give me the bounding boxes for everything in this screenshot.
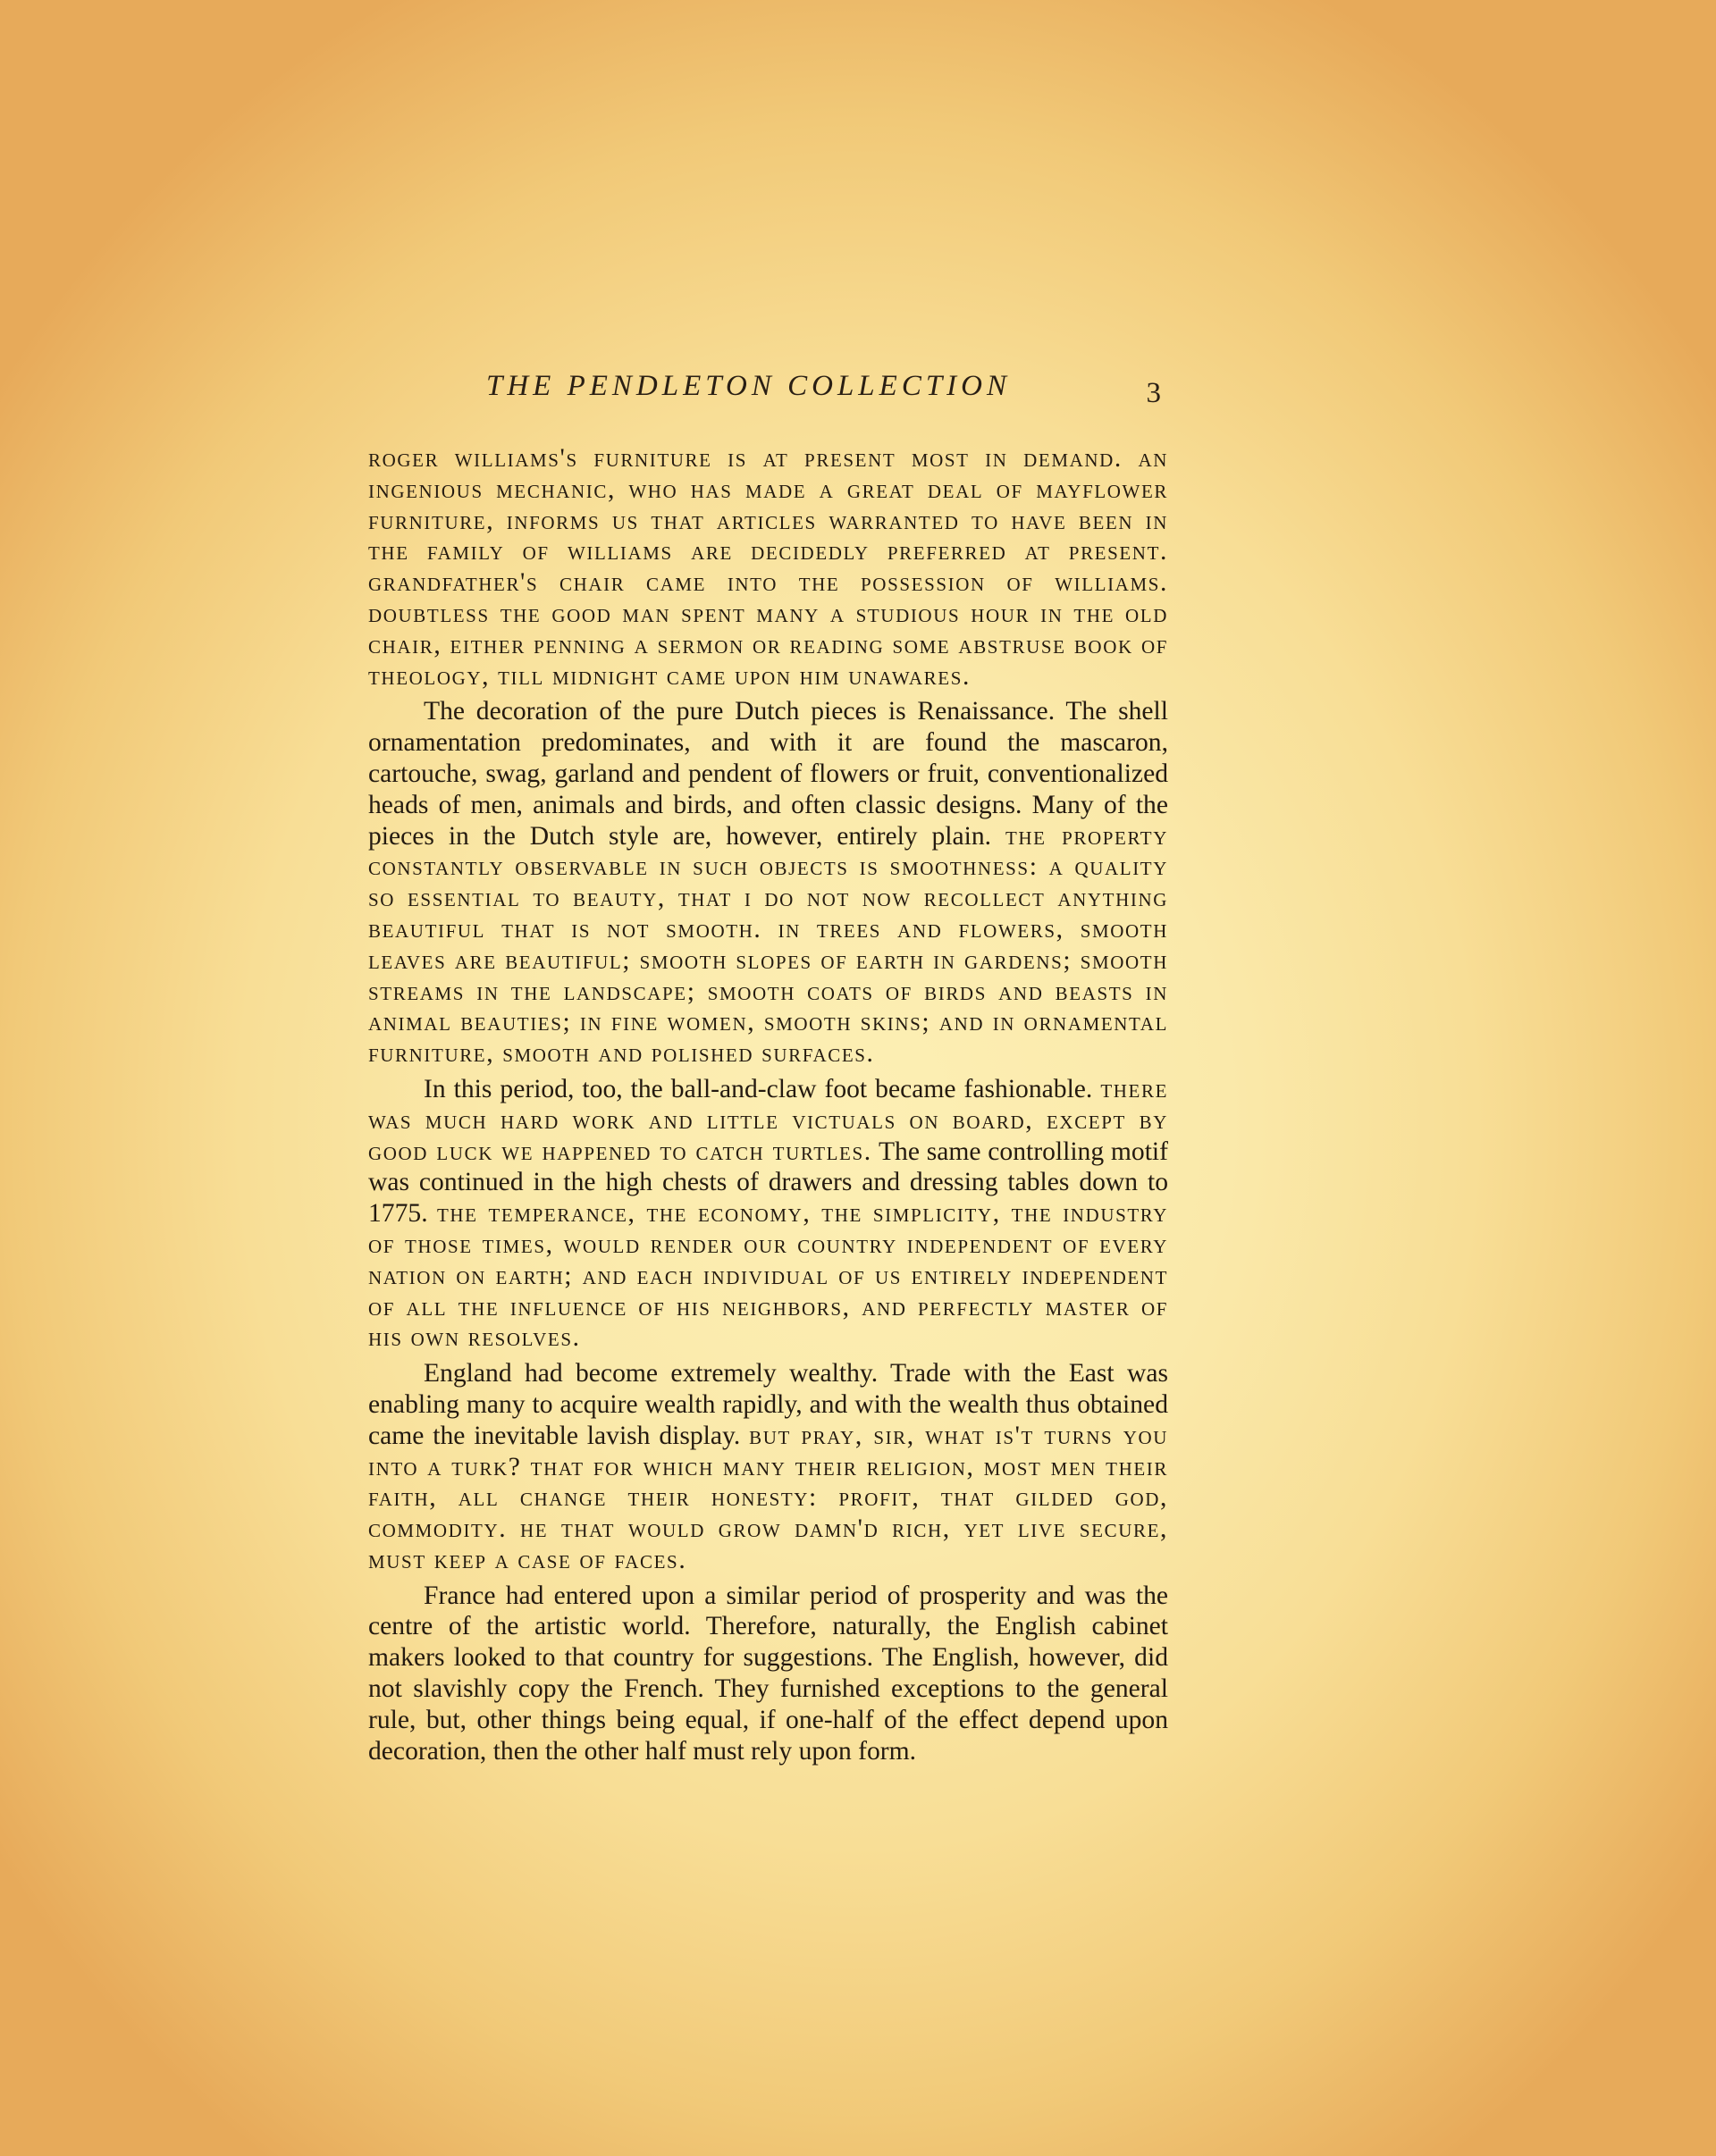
page-number: 3 [1146, 377, 1161, 409]
book-page [368, 366, 1168, 1796]
paragraph-3 [368, 1074, 1168, 1354]
paragraph-2 [368, 696, 1168, 1070]
roman-run: The decoration of the pure Dutch pieces is Renaissance. The shell ornamentation predominates, and with it are found the mascaron, cartouche, swag, garland and pendent of flowers or fruit, conventionalized heads of men, animals and birds, and often classic designs. Many of the pieces in the Dutch style are, however, entirely plain. [368, 697, 1168, 851]
small-caps-run: the property constantly observable in such objects is smoothness: a quality so essential to beauty, that i do not now recollect anything beautiful that is not smooth. in trees and flowers, smooth leaves are beautiful; smooth slopes of earth in gardens; smooth streams in the landscape; smooth coats of birds and beasts in animal beauties; in fine women, smooth skins; and in ornamental furniture, smooth and polished surfaces. [368, 821, 1168, 1069]
body-text [368, 443, 1168, 1766]
roman-run: The same controlling motif was continued in the high chests of drawers and dressing tables down to 1775. [368, 1137, 1168, 1229]
paragraph-5 [368, 1581, 1168, 1767]
roman-run: England had become extremely wealthy. Trade with the East was enabling many to acquire wealth rapidly, and with the wealth thus obtained came the inevitable lavish display. [368, 1359, 1168, 1450]
small-caps-run: the temperance, the economy, the simplicity, the industry of those times, would render our country independent of every nation on earth; and each individual of us entirely independent of all the influence of his neighbors, and perfectly master of his own resolves. [368, 1199, 1169, 1353]
paragraph-1 [368, 443, 1168, 692]
running-title: THE PENDLETON COLLECTION [486, 370, 1012, 402]
small-caps-run: there was much hard work and little victuals on board, except by good luck we happened to catch turtles. [368, 1074, 1168, 1166]
small-caps-run: but pray, sir, what is't turns you into a turk? that for which many their religion, most men their faith, all change their honesty: profit, that gilded god, commodity. he that would grow damn'd rich, yet live secure, must keep a case of faces. [368, 1421, 1168, 1574]
roman-run: In this period, too, the ball-and-claw foot became fashionable. [424, 1074, 1101, 1103]
paragraph-4 [368, 1358, 1168, 1576]
small-caps-run: roger williams's furniture is at present most in demand. an ingenious mechanic, who has made a great deal of mayflower furniture, informs us that articles warranted to have been in the family of williams are decidedly preferred at present. grandfather's chair came into the possession of williams. doubtless the good man spent many a studious hour in the old chair, either penning a sermon or reading some abstruse book of theology, till midnight came upon him unawares. [368, 444, 1168, 691]
running-head [368, 366, 1168, 409]
roman-run: France had entered upon a similar period of prosperity and was the centre of the artistic world. Therefore, naturally, the English cabinet makers looked to that country for suggestions. The English, however, did not slavishly copy the French. They furnished exceptions to the general rule, but, other things being equal, if one-half of the effect depend upon decoration, then the other half must rely upon form. [368, 1581, 1168, 1766]
